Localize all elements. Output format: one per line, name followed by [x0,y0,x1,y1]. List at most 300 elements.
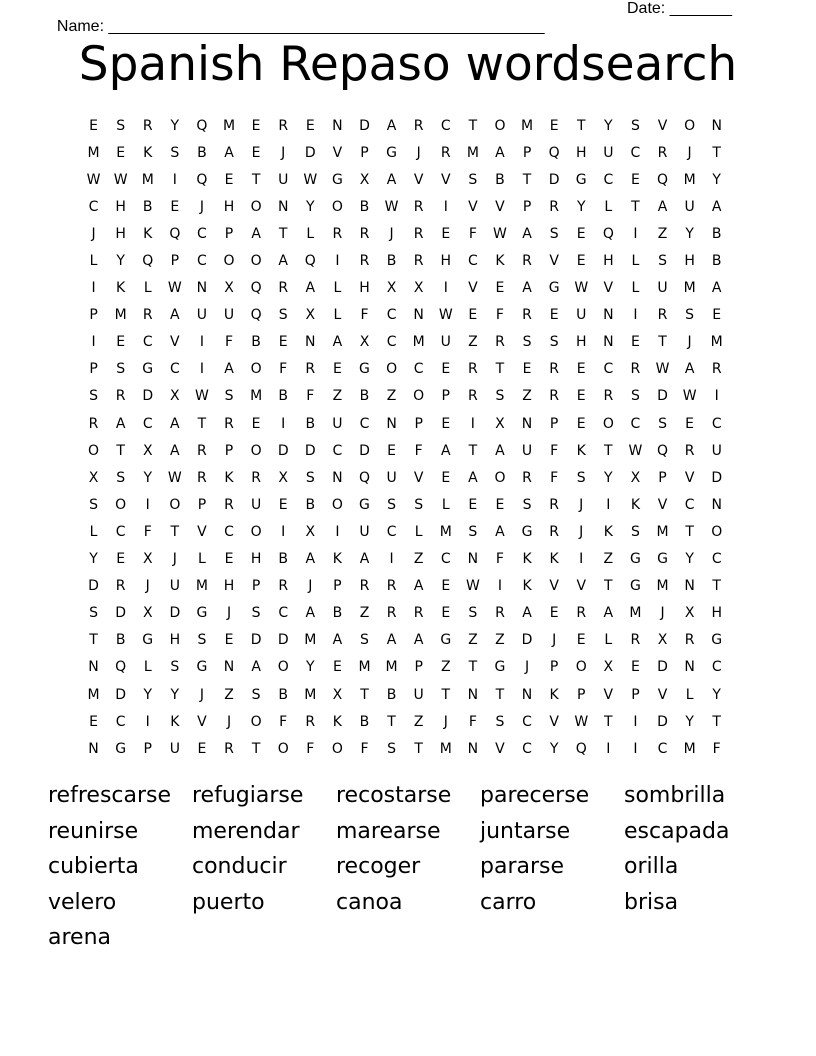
grid-letter: Y [604,117,613,134]
grid-letter: Y [604,469,613,486]
grid-letter: A [495,442,505,459]
grid-letter: D [250,632,262,649]
grid-letter: P [197,496,207,513]
grid-letter: R [332,225,343,242]
grid-letter: Q [115,659,127,676]
grid-letter: K [116,280,126,297]
grid-letter: A [305,551,316,568]
grid-letter: H [603,253,614,270]
grid-letter: V [440,171,451,188]
letter-grid [80,112,730,762]
grid-letter: R [440,144,451,161]
grid-letter: J [226,713,232,730]
grid-letter: P [441,388,450,405]
word-list-item: reunirse [48,818,139,844]
grid-letter: S [468,523,478,540]
grid-letter: F [550,442,559,459]
grid-letter: G [521,523,533,540]
grid-letter: G [548,280,560,297]
grid-letter: W [167,469,182,486]
grid-letter: N [711,496,722,513]
grid-letter: H [359,280,370,297]
grid-letter: S [116,117,126,134]
grid-letter: U [413,686,424,703]
grid-letter: F [495,307,504,324]
grid-letter: H [169,632,181,649]
grid-letter: A [711,198,722,215]
grid-letter: V [549,713,559,730]
grid-letter: V [684,469,695,486]
grid-letter: O [250,198,262,215]
grid-letter: D [142,388,154,405]
grid-letter: P [522,198,532,215]
grid-letter: M [114,307,127,324]
grid-letter: M [521,117,534,134]
grid-letter: W [628,442,643,459]
grid-letter: D [88,578,99,595]
grid-letter: I [443,280,448,297]
grid-letter: M [683,740,696,757]
grid-letter: A [386,117,397,134]
grid-letter: S [414,496,424,513]
grid-letter: E [224,632,234,649]
grid-letter: C [522,713,532,730]
grid-letter: R [413,225,424,242]
grid-letter: J [552,632,557,649]
grid-letter: D [115,686,127,703]
grid-letter: E [630,334,640,351]
grid-letter: T [685,523,694,540]
grid-letter: L [631,253,640,270]
grid-letter: R [522,307,532,324]
grid-letter: S [468,171,478,188]
grid-letter: S [576,469,586,486]
grid-letter: Q [250,280,262,297]
grid-letter: O [250,253,262,270]
grid-letter: Q [196,117,208,134]
grid-letter: R [657,307,668,324]
grid-letter: Y [170,117,180,134]
grid-letter: V [468,280,478,297]
grid-letter: S [468,605,478,622]
grid-letter: O [331,740,343,757]
grid-letter: Z [440,659,451,676]
grid-letter: T [89,632,98,649]
grid-letter: R [278,117,289,134]
grid-letter: T [441,686,451,703]
grid-letter: J [91,225,96,242]
grid-letter: S [549,334,559,351]
grid-letter: C [278,605,289,622]
grid-letter: E [468,496,478,513]
grid-letter: A [684,361,695,378]
grid-letter: R [115,388,126,405]
grid-letter: L [306,225,315,242]
grid-letter: E [495,280,505,297]
grid-letter: W [655,361,670,378]
grid-letter: O [250,442,262,459]
grid-letter: F [550,469,559,486]
grid-letter: M [656,523,669,540]
grid-letter: H [223,198,235,215]
grid-letter: B [495,171,505,188]
grid-letter: T [522,171,532,188]
grid-letter: K [522,578,532,595]
grid-letter: C [440,117,451,134]
grid-letter: L [89,523,98,540]
grid-letter: B [115,632,126,649]
grid-letter: L [333,280,342,297]
grid-letter: Q [304,253,316,270]
grid-letter: N [521,686,533,703]
grid-letter: B [278,551,288,568]
grid-letter: W [465,578,480,595]
grid-letter: C [440,551,451,568]
grid-letter: Q [142,253,154,270]
grid-letter: N [684,578,695,595]
grid-letter: C [386,523,397,540]
grid-letter: E [116,551,126,568]
grid-letter: X [332,686,343,703]
grid-letter: E [576,225,586,242]
grid-letter: G [115,740,127,757]
grid-letter: E [170,198,180,215]
grid-letter: W [493,225,507,242]
grid-letter: S [360,632,369,649]
grid-letter: M [629,605,642,622]
grid-letter: F [143,523,152,540]
grid-letter: G [196,659,208,676]
grid-letter: C [386,334,397,351]
grid-letter: R [549,496,559,513]
grid-letter: Q [169,225,181,242]
grid-letter: T [468,659,478,676]
grid-letter: C [115,713,126,730]
grid-letter: X [386,280,397,297]
grid-letter: J [687,144,692,161]
grid-letter: V [657,117,668,134]
grid-letter: D [169,605,181,622]
name-line: Name: _________________________________________________ [56,18,545,35]
grid-letter: B [386,253,397,270]
grid-letter: R [278,578,289,595]
grid-letter: F [712,740,721,757]
grid-letter: R [467,388,478,405]
grid-letter: N [88,659,99,676]
grid-letter: I [633,307,638,324]
grid-letter: G [142,632,154,649]
grid-letter: O [494,117,506,134]
grid-letter: C [197,225,207,242]
grid-letter: T [387,713,396,730]
grid-letter: V [549,253,559,270]
grid-letter: B [359,713,370,730]
grid-letter: W [303,171,318,188]
grid-letter: U [223,307,235,324]
grid-letter: I [579,551,584,568]
grid-letter: E [630,171,640,188]
grid-letter: N [196,280,208,297]
grid-letter: B [711,225,722,242]
grid-letter: H [115,198,126,215]
grid-letter: X [495,415,505,432]
word-list-item: escapada [624,818,730,844]
grid-letter: G [440,632,452,649]
grid-letter: I [606,740,611,757]
grid-letter: S [170,659,180,676]
grid-letter: E [251,415,261,432]
grid-letter: T [495,361,505,378]
grid-letter: B [142,198,153,215]
grid-letter: O [250,713,262,730]
grid-letter: V [197,713,207,730]
grid-letter: J [308,578,313,595]
grid-letter: K [549,551,559,568]
grid-letter: C [413,361,424,378]
grid-letter: O [250,523,262,540]
grid-letter: R [549,523,559,540]
grid-letter: F [306,388,315,405]
grid-letter: W [438,307,453,324]
grid-letter: M [250,388,263,405]
grid-letter: E [630,659,640,676]
grid-letter: E [116,144,126,161]
grid-letter: F [414,442,423,459]
grid-letter: E [576,361,586,378]
grid-letter: X [278,469,288,486]
grid-letter: E [576,415,586,432]
grid-letter: P [224,442,234,459]
grid-letter: E [441,605,451,622]
grid-letter: E [89,117,98,134]
grid-letter: B [386,686,397,703]
grid-letter: Q [548,144,560,161]
grid-letter: D [277,442,289,459]
word-list-item: orilla [624,854,679,879]
grid-letter: O [277,659,289,676]
grid-letter: G [629,551,641,568]
grid-letter: T [360,686,369,703]
grid-letter: D [359,442,370,459]
grid-letter: E [549,117,559,134]
grid-letter: R [197,469,207,486]
grid-letter: S [116,469,126,486]
grid-letter: N [521,415,533,432]
grid-letter: X [305,307,316,324]
grid-letter: A [332,632,343,649]
grid-letter: X [142,551,153,568]
grid-letter: N [711,117,722,134]
grid-letter: W [574,713,589,730]
word-list-item: cubierta [48,854,139,879]
grid-letter: R [467,361,478,378]
grid-letter: C [603,361,614,378]
grid-letter: M [195,578,208,595]
grid-letter: E [332,361,342,378]
grid-letter: R [522,253,532,270]
grid-letter: B [197,144,207,161]
grid-letter: E [712,307,722,324]
word-list-item: marearse [336,818,441,844]
grid-letter: G [359,496,370,513]
grid-letter: A [278,253,288,270]
grid-letter: C [142,415,153,432]
grid-letter: A [170,307,180,324]
grid-letter: F [279,361,288,378]
grid-letter: F [224,334,234,351]
grid-letter: J [226,605,232,622]
grid-letter: S [89,496,98,513]
grid-letter: R [495,605,505,622]
grid-letter: C [684,496,695,513]
grid-letter: E [495,496,505,513]
grid-letter: K [522,551,532,568]
grid-letter: F [279,713,288,730]
grid-letter: S [630,388,640,405]
grid-letter: E [549,605,559,622]
grid-letter: B [332,605,343,622]
grid-letter: D [657,713,668,730]
name-date-header [48,0,748,35]
grid-letter: W [86,171,101,188]
grid-letter: Z [468,632,478,649]
grid-letter: R [197,442,207,459]
grid-letter: Z [522,388,532,405]
grid-letter: L [143,659,152,676]
grid-letter: X [413,280,424,297]
grid-letter: R [278,280,289,297]
grid-letter: T [197,415,207,432]
grid-letter: S [630,117,640,134]
grid-letter: X [359,334,370,351]
grid-letter: A [386,171,397,188]
grid-letter: V [197,523,207,540]
grid-letter: I [145,496,150,513]
grid-letter: Q [575,740,587,757]
grid-letter: S [89,605,98,622]
page-title: Spanish Repaso wordsearch [78,37,738,92]
grid-letter: P [89,361,98,378]
grid-letter: S [658,415,667,432]
grid-letter: I [199,361,204,378]
grid-letter: Z [413,713,424,730]
grid-letter: L [143,280,152,297]
word-list-item: carro [480,889,537,915]
grid-letter: P [577,686,586,703]
grid-letter: K [170,713,180,730]
grid-letter: Q [657,442,669,459]
grid-letter: A [522,605,532,622]
grid-letter: D [548,171,560,188]
grid-letter: I [606,496,611,513]
grid-letter: R [413,117,424,134]
grid-letter: C [332,442,343,459]
grid-letter: Z [603,551,614,568]
grid-letter: X [142,442,153,459]
grid-letter: N [413,307,424,324]
word-list-item: recoger [336,854,421,879]
grid-letter: J [687,334,692,351]
grid-letter: K [332,551,342,568]
grid-letter: P [658,469,667,486]
grid-letter: R [251,469,261,486]
grid-letter: F [495,551,504,568]
grid-letter: E [332,659,342,676]
grid-letter: W [167,280,182,297]
grid-letter: S [89,388,98,405]
grid-letter: E [549,307,559,324]
grid-letter: I [172,171,177,188]
grid-letter: I [470,415,475,432]
grid-letter: G [196,605,208,622]
grid-letter: N [467,740,479,757]
grid-letter: T [712,144,721,161]
grid-letter: G [711,632,723,649]
grid-letter: D [115,605,127,622]
grid-letter: V [413,469,424,486]
word-list [48,778,768,956]
grid-letter: O [602,415,614,432]
grid-letter: U [684,198,695,215]
grid-letter: H [684,253,695,270]
grid-letter: W [195,388,209,405]
grid-letter: E [441,225,451,242]
grid-letter: D [657,388,668,405]
grid-letter: X [305,523,316,540]
grid-letter: O [711,523,723,540]
grid-letter: E [685,415,695,432]
grid-letter: T [468,442,478,459]
grid-letter: K [603,523,613,540]
grid-letter: O [331,198,343,215]
grid-letter: L [198,551,206,568]
grid-letter: I [714,388,719,405]
grid-letter: Q [196,171,208,188]
grid-letter: A [603,605,614,622]
grid-letter: S [305,469,315,486]
grid-letter: L [604,198,613,215]
grid-letter: I [199,334,204,351]
grid-letter: S [522,334,532,351]
grid-letter: B [711,253,722,270]
grid-letter: A [224,361,234,378]
grid-letter: V [413,171,424,188]
grid-letter: V [576,578,587,595]
word-list-item: sombrilla [624,783,726,808]
grid-letter: M [87,686,100,703]
grid-letter: I [497,578,503,595]
grid-letter: C [386,307,397,324]
grid-letter: G [386,144,397,161]
grid-letter: S [495,388,505,405]
word-list-item: merendar [192,818,300,844]
grid-letter: M [656,578,669,595]
grid-letter: A [522,225,532,242]
grid-letter: S [495,713,505,730]
grid-letter: H [575,334,587,351]
grid-letter: R [413,198,424,215]
grid-letter: I [633,740,638,757]
grid-letter: C [169,361,180,378]
grid-letter: U [711,442,722,459]
grid-letter: T [712,578,721,595]
grid-letter: R [549,361,559,378]
grid-letter: O [331,496,343,513]
grid-letter: R [305,713,316,730]
grid-letter: E [251,144,261,161]
grid-letter: E [576,388,586,405]
grid-letter: M [141,171,154,188]
